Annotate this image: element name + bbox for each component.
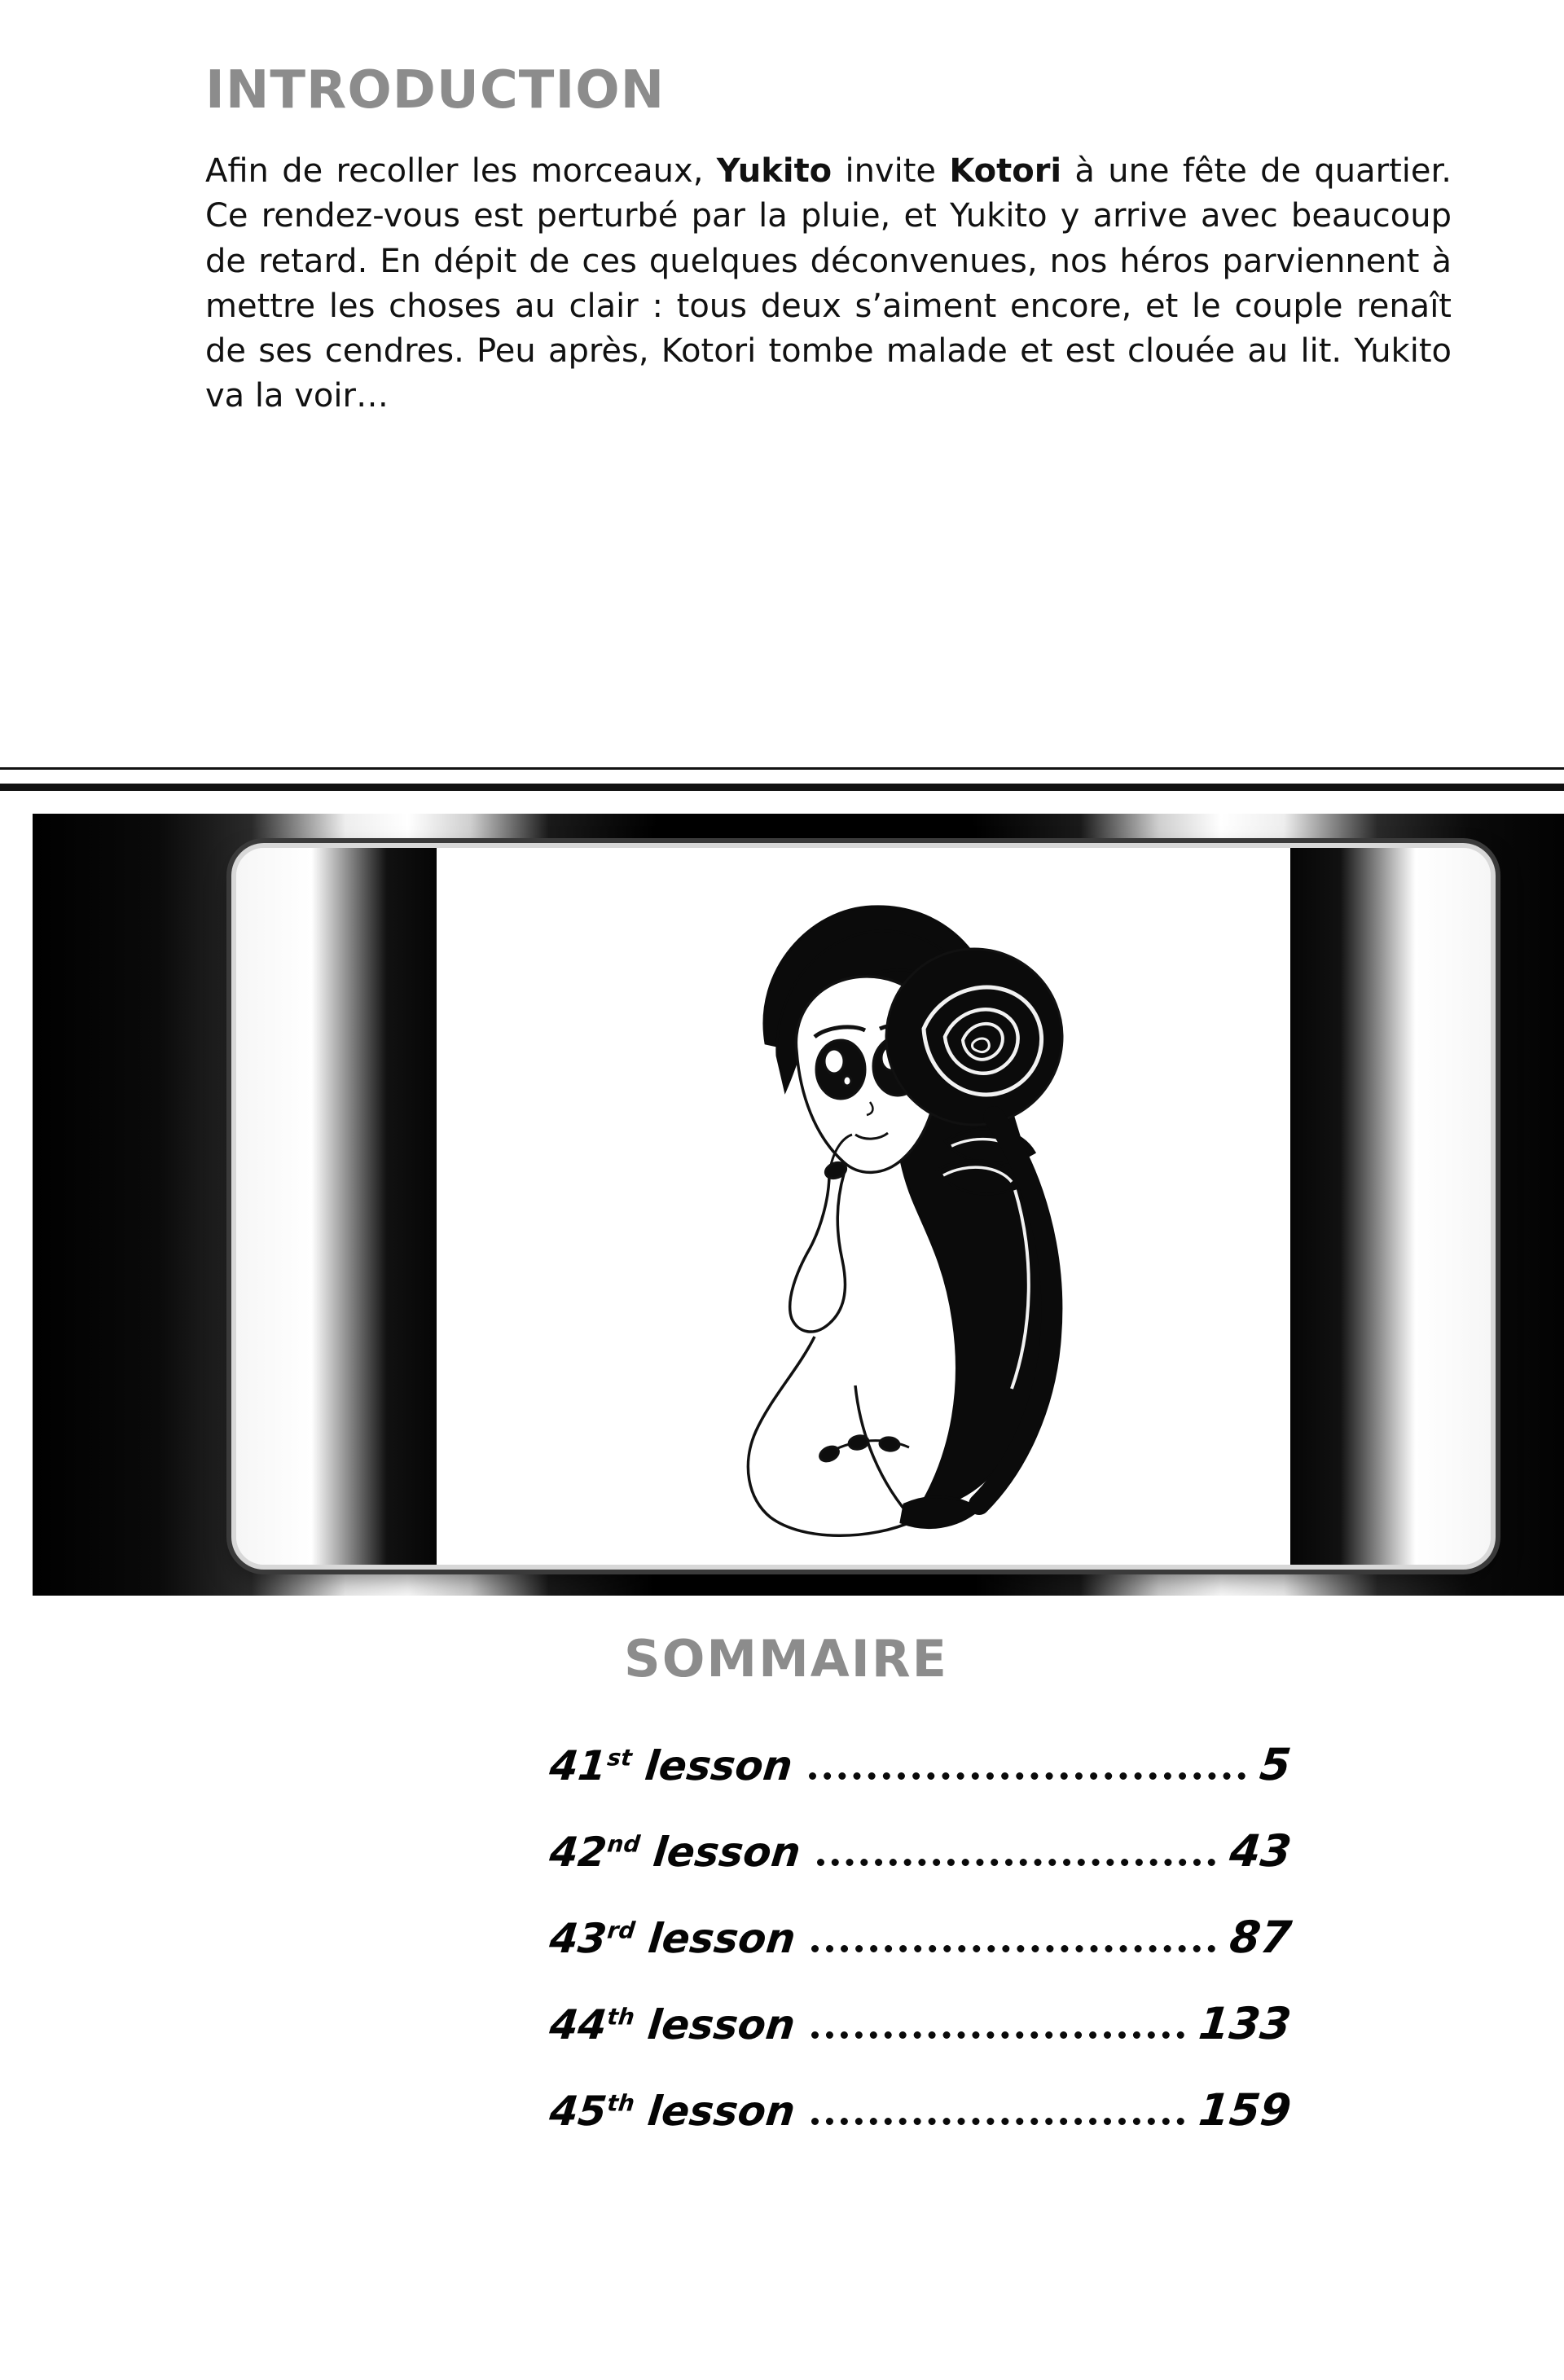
toc-entry-page: 5 bbox=[1258, 1739, 1294, 1790]
introduction-section bbox=[205, 60, 1460, 419]
toc-entry-label: 43rd lesson bbox=[547, 1915, 798, 1962]
toc-entry-page: 87 bbox=[1227, 1912, 1294, 1963]
manga-girl-illustration bbox=[611, 848, 1116, 1565]
toc-leader-dots bbox=[811, 2118, 1184, 2125]
sommaire-title: SOMMAIRE bbox=[624, 1629, 948, 1688]
toc-leader-dots bbox=[811, 1945, 1215, 1952]
toc-entry-page: 43 bbox=[1227, 1825, 1294, 1877]
introduction-paragraph: Afin de recoller les morceaux, Yukito invite Kotori à une fête de quartier. Ce rendez-vous est perturbé par la pluie, et Yukito y arrive avec beaucoup de retard. En dépit de ces quelques déconvenues, nos héros parviennent à mettre les choses au clair : tous deux s’aiment encore, et le couple renaît de ses cendres. Peu après, Kotori tombe malade et est clouée au lit. Yukito va la voir… bbox=[205, 152, 1452, 415]
toc-entry-page: 133 bbox=[1196, 1998, 1294, 2049]
toc-entry-label: 44th lesson bbox=[547, 2001, 797, 2048]
illustration-panel bbox=[33, 814, 1564, 1596]
list-item[interactable] bbox=[547, 1739, 1294, 1793]
divider-thin-top bbox=[0, 767, 1564, 770]
table-of-contents-section bbox=[0, 1629, 1564, 2171]
toc-entry-label: 45th lesson bbox=[547, 2088, 797, 2135]
page-title: INTRODUCTION bbox=[205, 60, 666, 121]
toc-entry-page: 159 bbox=[1196, 2084, 1294, 2136]
toc-entry-label: 41st lesson bbox=[547, 1742, 795, 1789]
divider-thick bbox=[0, 784, 1564, 791]
list-item[interactable] bbox=[547, 1912, 1294, 1965]
toc-list bbox=[273, 1739, 1294, 2138]
toc-leader-dots bbox=[817, 1859, 1215, 1866]
list-item[interactable] bbox=[547, 1998, 1294, 2052]
illustration-frame bbox=[236, 848, 1491, 1565]
list-item[interactable] bbox=[547, 1825, 1294, 1879]
toc-leader-dots bbox=[809, 1772, 1246, 1780]
toc-leader-dots bbox=[811, 2031, 1184, 2039]
list-item[interactable] bbox=[547, 2084, 1294, 2138]
toc-entry-label: 42nd lesson bbox=[547, 1829, 803, 1876]
illustration-backdrop bbox=[236, 848, 1491, 1565]
